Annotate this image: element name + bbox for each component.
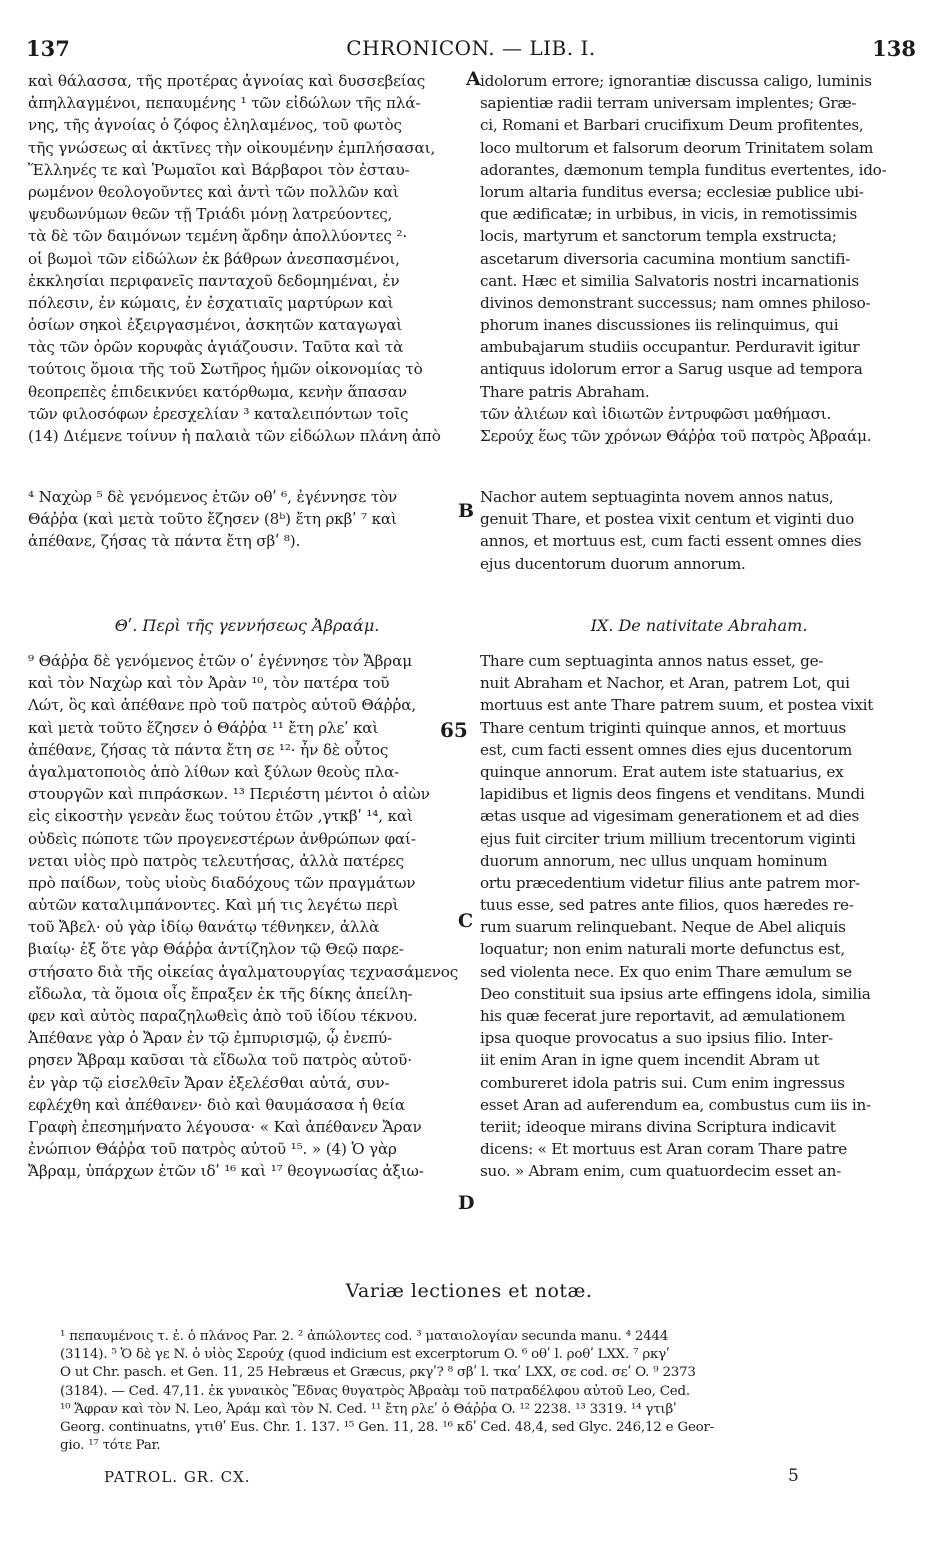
latin-line: cant. Hæc et similia Salvatoris nostri incarnationis (480, 271, 859, 290)
latin-column-block-3 (480, 650, 918, 1183)
latin-line: duorum annorum, nec ullus unquam hominum (480, 851, 828, 870)
latin-line: idolorum errore; ignorantiæ discussa caligo, luminis (480, 72, 872, 90)
greek-line: τὰ δὲ τῶν δαιμόνων τεμένη ἄρδην ἀπολλύοντες ²· (28, 227, 408, 246)
greek-line: φεν καὶ αὐτὸς παραζηλωθεὶς ἀπὸ τοῦ ἰδίου τέκνου. (28, 1007, 418, 1025)
note-line: (3184). — Ced. 47,11. ἐκ γυναικὸς Ἔδνας θυγατρὸς Ἀβραὰμ τοῦ πατραδέλφου αὐτοῦ Leo, Ced. (60, 1383, 690, 1399)
greek-line: οἱ βωμοὶ τῶν εἰδώλων ἐκ βάθρων ἀνεσπασμένοι, (28, 249, 400, 268)
greek-line: αὐτῶν καταλιμπάνοντες. Καὶ μή τις λεγέτω περὶ (28, 896, 399, 915)
margin-marker-c: C (458, 910, 474, 932)
greek-line: τῆς γνώσεως αἱ ἀκτῖνες τὴν οἰκουμένην ἐμπλήσασαι, (28, 138, 436, 157)
greek-line: καὶ θάλασσα, τῆς προτέρας ἀγνοίας καὶ δυσσεβείας (28, 72, 426, 90)
greek-line: οὐδεὶς πώποτε τῶν προγενεστέρων ἀνθρώπων φαί- (28, 829, 416, 848)
latin-line: adorantes, dæmonum templa funditus evertentes, ido- (480, 160, 887, 179)
running-title: CHRONICON. — LIB. I. (346, 36, 596, 60)
latin-line: suo. » Abram enim, cum quatuordecim esset an- (480, 1162, 842, 1181)
greek-line: (14) Διέμενε τοίνυν ἡ παλαιὰ τῶν εἰδώλων πλάνη ἀπὸ (28, 427, 441, 445)
latin-line: lorum altaria funditus eversa; ecclesiæ publice ubi- (480, 182, 864, 201)
greek-line: εφλέχθη καὶ ἀπέθανεν· διὸ καὶ θαυμάσασα ἡ θεία (28, 1095, 405, 1114)
greek-line: ἀπέθανε, ζήσας τὰ πάντα ἔτη σβʹ ⁸). (28, 532, 301, 551)
greek-line: πόλεσιν, ἐν κώμαις, ἐν ἐσχατιαῖς μαρτύρων καὶ (28, 293, 394, 312)
notes-heading: Variæ lectiones et notæ. (345, 1280, 593, 1302)
greek-column-block-2 (28, 486, 466, 553)
greek-line: ρωμένον θεολογοῦντες καὶ ἀντὶ τῶν πολλῶν καὶ (28, 182, 399, 201)
variant-readings-notes (60, 1328, 910, 1455)
latin-line: Σερούχ ἕως τῶν χρόνων Θάῤῥα τοῦ πατρὸς Ἀβραάμ. (480, 427, 872, 445)
latin-line: phorum inanes discussiones iis relinquimus, qui (480, 316, 839, 335)
latin-line: Thare patris Abraham. (480, 382, 650, 401)
footer-signature: PATROL. GR. CX. (104, 1468, 251, 1486)
greek-line: ⁹ Θάῤῥα δὲ γενόμενος ἐτῶν οʹ ἐγέννησε τὸν Ἄβραμ (28, 652, 412, 670)
latin-line: ipsa quoque provocatus a suo ipsius filio. Inter- (480, 1029, 833, 1048)
latin-line: genuit Thare, et postea vixit centum et viginti duo (480, 510, 855, 529)
latin-line: Thare cum septuaginta annos natus esset, ge- (480, 652, 824, 670)
latin-line: sapientiæ radii terram universam implentes; Græ- (480, 94, 857, 113)
note-line: O ut Chr. pasch. et Gen. 11, 25 Hebræus et Græcus, ρκγʹ? ⁸ σβʹ l. τκαʹ LXX, σε cod. σεʹ O. ⁹ 2373 (60, 1365, 696, 1381)
latin-column-block-1 (480, 70, 918, 447)
margin-marker-d: D (458, 1192, 475, 1214)
greek-line: ὁσίων σηκοὶ ἐξειργασμένοι, ἀσκητῶν καταγωγαὶ (28, 316, 403, 335)
greek-line: Ἕλληνές τε καὶ Ῥωμαῖοι καὶ Βάρβαροι τὸν ἐσταυ- (28, 160, 410, 179)
latin-line: ambubajarum studiis occupantur. Perduravit igitur (480, 338, 860, 357)
greek-line: Θάῤῥα (καὶ μετὰ τοῦτο ἔζησεν (8ᵇ) ἔτη ρκβʹ ⁷ καὶ (28, 510, 397, 529)
latin-line: his quæ fecerat jure reportavit, ad æmulationem (480, 1007, 846, 1025)
greek-line: ⁴ Ναχὼρ ⁵ δὲ γενόμενος ἐτῶν οθʹ ⁶, ἐγέννησε τὸν (28, 488, 398, 506)
latin-line: ortu præcedentium videtur filius ante patrem mor- (480, 873, 860, 892)
note-line: gio. ¹⁷ τότε Par. (60, 1438, 161, 1454)
greek-line: ἐκκλησίαι περιφανεῖς πανταχοῦ δεδομημέναι, ἐν (28, 271, 400, 290)
latin-line: ejus ducentorum duorum annorum. (480, 554, 746, 573)
latin-line: loco multorum et falsorum deorum Trinitatem solam (480, 138, 874, 157)
latin-line: Thare centum triginti quinque annos, et mortuus (480, 718, 846, 737)
latin-line: lapidibus et lignis deos fingens et venditans. Mundi (480, 785, 865, 804)
greek-line: στήσατο διὰ τῆς οἰκείας ἀγαλματουργίας τεχνασάμενος (28, 962, 459, 981)
greek-line: καὶ μετὰ τοῦτο ἔζησεν ὁ Θάῤῥα ¹¹ ἔτη ρλεʹ καὶ (28, 718, 379, 737)
greek-line: Γραφὴ ἐπεσημήνατο λέγουσα· « Καὶ ἀπέθανεν Ἄραν (28, 1117, 422, 1136)
margin-marker-a: A (466, 68, 481, 90)
latin-line: loquatur; non enim naturali morte defunctus est, (480, 940, 845, 959)
latin-line: esset Aran ad auferendum ea, combustus cum iis in- (480, 1095, 871, 1114)
note-line: ¹⁰ Ἄφραν καὶ τὸν N. Leo, Ἀράμ καὶ τὸν N. Ced. ¹¹ ἔτη ρλεʹ ὁ Θάῤῥα O. ¹² 2238. ¹³ 3319. ¹⁴ γτιβʹ (60, 1401, 677, 1417)
latin-line: locis, martyrum et sanctorum templa exstructa; (480, 227, 837, 246)
greek-line: νεται υἱὸς πρὸ πατρὸς τελευτήσας, ἀλλὰ πατέρες (28, 851, 404, 870)
greek-column-block-1 (28, 70, 466, 447)
latin-line: est, cum facti essent omnes dies ejus ducentorum (480, 740, 852, 759)
greek-line: ἀπέθανε, ζήσας τὰ πάντα ἔτη σε ¹²· ἦν δὲ οὗτος (28, 740, 389, 759)
latin-line: rum suarum relinquebant. Neque de Abel aliquis (480, 918, 846, 937)
latin-line: divinos demonstrant successus; nam omnes philoso- (480, 293, 871, 312)
latin-column-block-2 (480, 486, 918, 575)
column-number-marker: 65 (440, 718, 468, 742)
latin-line: Nachor autem septuaginta novem annos natus, (480, 488, 834, 506)
greek-line: στουργῶν καὶ πιπράσκων. ¹³ Περιέστη μέντοι ὁ αἰὼν (28, 785, 430, 804)
greek-line: τοῦ Ἄβελ· οὐ γὰρ ἰδίῳ θανάτῳ τέθνηκεν, ἀλλὰ (28, 918, 380, 937)
latin-line: antiquus idolorum error a Sarug usque ad tempora (480, 360, 863, 379)
latin-line: teriit; ideoque mirans divina Scriptura indicavit (480, 1117, 836, 1136)
greek-line: εἴδωλα, τὰ ὅμοια οἷς ἔπραξεν ἐκ τῆς δίκης ἀπείλη- (28, 984, 413, 1003)
greek-line: τούτοις ὅμοια τῆς τοῦ Σωτῆρος ἡμῶν οἰκονομίας τὸ (28, 360, 423, 379)
latin-line: τῶν ἀλιέων καὶ ἰδιωτῶν ἐντρυφῶσι μαθήμασι. (480, 404, 832, 423)
note-line: (3114). ⁵ Ὁ δὲ γε N. ὁ υἱὸς Σερούχ (quod indicium est excerptorum O. ⁶ οθʹ l. ροθʹ LXX. ⁷ ρκγʹ (60, 1347, 670, 1363)
greek-line: θεοπρεπὲς ἐπιδεικνύει κατόρθωμα, κενὴν ἅπασαν (28, 382, 407, 401)
latin-line: mortuus est ante Thare patrem suum, et postea vixit (480, 696, 874, 715)
latin-line: ætas usque ad vigesimam generationem et ad dies (480, 807, 860, 826)
running-header (26, 36, 916, 66)
greek-line: εἰς εἰκοστὴν γενεὰν ἕως τούτου ἐτῶν ,γτκβʹ ¹⁴, καὶ (28, 807, 413, 826)
latin-line: dicens: « Et mortuus est Aran coram Thare patre (480, 1140, 848, 1159)
greek-line: ἐν γὰρ τῷ εἰσελθεῖν Ἄραν ἐξελέσθαι αὐτά, συν- (28, 1073, 390, 1092)
greek-line: ψευδωνύμων θεῶν τῇ Τριάδι μόνῃ λατρεύοντες, (28, 205, 393, 224)
latin-line: annos, et mortuus est, cum facti essent omnes dies (480, 532, 862, 551)
latin-line: iit enim Aran in igne quem incendit Abram ut (480, 1051, 820, 1070)
note-line: ¹ πεπαυμένοις τ. ἐ. ὁ πλάνος Par. 2. ² ἀπώλοντες cod. ³ ματαιολογίαν secunda manu. ⁴ 2444 (60, 1329, 669, 1344)
greek-line: Ἀπέθανε γὰρ ὁ Ἄραν ἐν τῷ ἐμπυρισμῷ, ᾧ ἐνεπύ- (28, 1029, 393, 1048)
greek-line: βιαίῳ· ἐξ ὅτε γὰρ Θάῤῥα ἀντίζηλον τῷ Θεῷ παρε- (28, 940, 404, 959)
greek-section-title: Θʹ. Περὶ τῆς γεννήσεως Ἀβραάμ. (114, 616, 380, 635)
latin-line: que ædificatæ; in urbibus, in vicis, in remotissimis (480, 205, 858, 224)
page-number-left: 137 (26, 36, 70, 61)
latin-section-title: IX. De nativitate Abraham. (590, 616, 808, 635)
greek-line: νης, τῆς ἀγνοίας ὁ ζόφος ἐληλαμένος, τοῦ φωτὸς (28, 116, 402, 135)
greek-line: ρησεν Ἄβραμ καῦσαι τὰ εἴδωλα τοῦ πατρὸς αὐτοῦ· (28, 1051, 412, 1070)
greek-line: τὰς τῶν ὀρῶν κορυφὰς ἁγιάζουσιν. Ταῦτα καὶ τὰ (28, 338, 404, 357)
latin-line: ejus fuit circiter trium millium trecentorum viginti (480, 829, 856, 848)
greek-line: ἐνώπιον Θάῤῥα τοῦ πατρὸς αὐτοῦ ¹⁵. » (4) Ὁ γὰρ (28, 1140, 397, 1159)
page-number-right: 138 (872, 36, 916, 61)
greek-line: πρὸ παίδων, τοὺς υἱοὺς διαδόχους τῶν πραγμάτων (28, 873, 416, 892)
greek-line: ἀγαλματοποιὸς ἀπὸ λίθων καὶ ξύλων θεοὺς πλα- (28, 762, 400, 781)
margin-marker-b: B (458, 500, 475, 522)
greek-line: καὶ τὸν Ναχὼρ καὶ τὸν Ἀρὰν ¹⁰, τὸν πατέρα τοῦ (28, 674, 390, 693)
greek-line: Λώτ, ὃς καὶ ἀπέθανε πρὸ τοῦ πατρὸς αὐτοῦ Θάῤῥα, (28, 696, 417, 715)
greek-line: τῶν φιλοσόφων ἐρεσχελίαν ³ καταλειπόντων τοῖς (28, 404, 409, 423)
latin-line: combureret idola patris sui. Cum enim ingressus (480, 1073, 845, 1092)
latin-line: sed violenta nece. Ex quo enim Thare æmulum se (480, 962, 852, 981)
latin-line: nuit Abraham et Nachor, et Aran, patrem Lot, qui (480, 674, 850, 693)
greek-line: ἀπηλλαγμένοι, πεπαυμένης ¹ τῶν εἰδώλων τῆς πλά- (28, 94, 421, 113)
greek-column-block-3 (28, 650, 466, 1183)
greek-line: Ἄβραμ, ὑπάρχων ἐτῶν ιδʹ ¹⁶ καὶ ¹⁷ θεογνωσίας ἀξιω- (28, 1162, 424, 1181)
latin-line: ci, Romani et Barbari crucifixum Deum profitentes, (480, 116, 864, 135)
latin-line: quinque annorum. Erat autem iste statuarius, ex (480, 762, 844, 781)
latin-line: tuus esse, sed patres ante filios, quos hæredes re- (480, 896, 854, 915)
note-line: Georg. continuatns, γτιθʹ Eus. Chr. 1. 137. ¹⁵ Gen. 11, 28. ¹⁶ κδʹ Ced. 48,4, sed Glyc. 246,12 e Geor- (60, 1419, 715, 1435)
footer-gathering-number: 5 (788, 1466, 799, 1486)
latin-line: ascetarum diversoria cacumina montium sanctifi- (480, 249, 851, 268)
latin-line: Deo constituit sua ipsius arte effingens idola, similia (480, 984, 871, 1003)
